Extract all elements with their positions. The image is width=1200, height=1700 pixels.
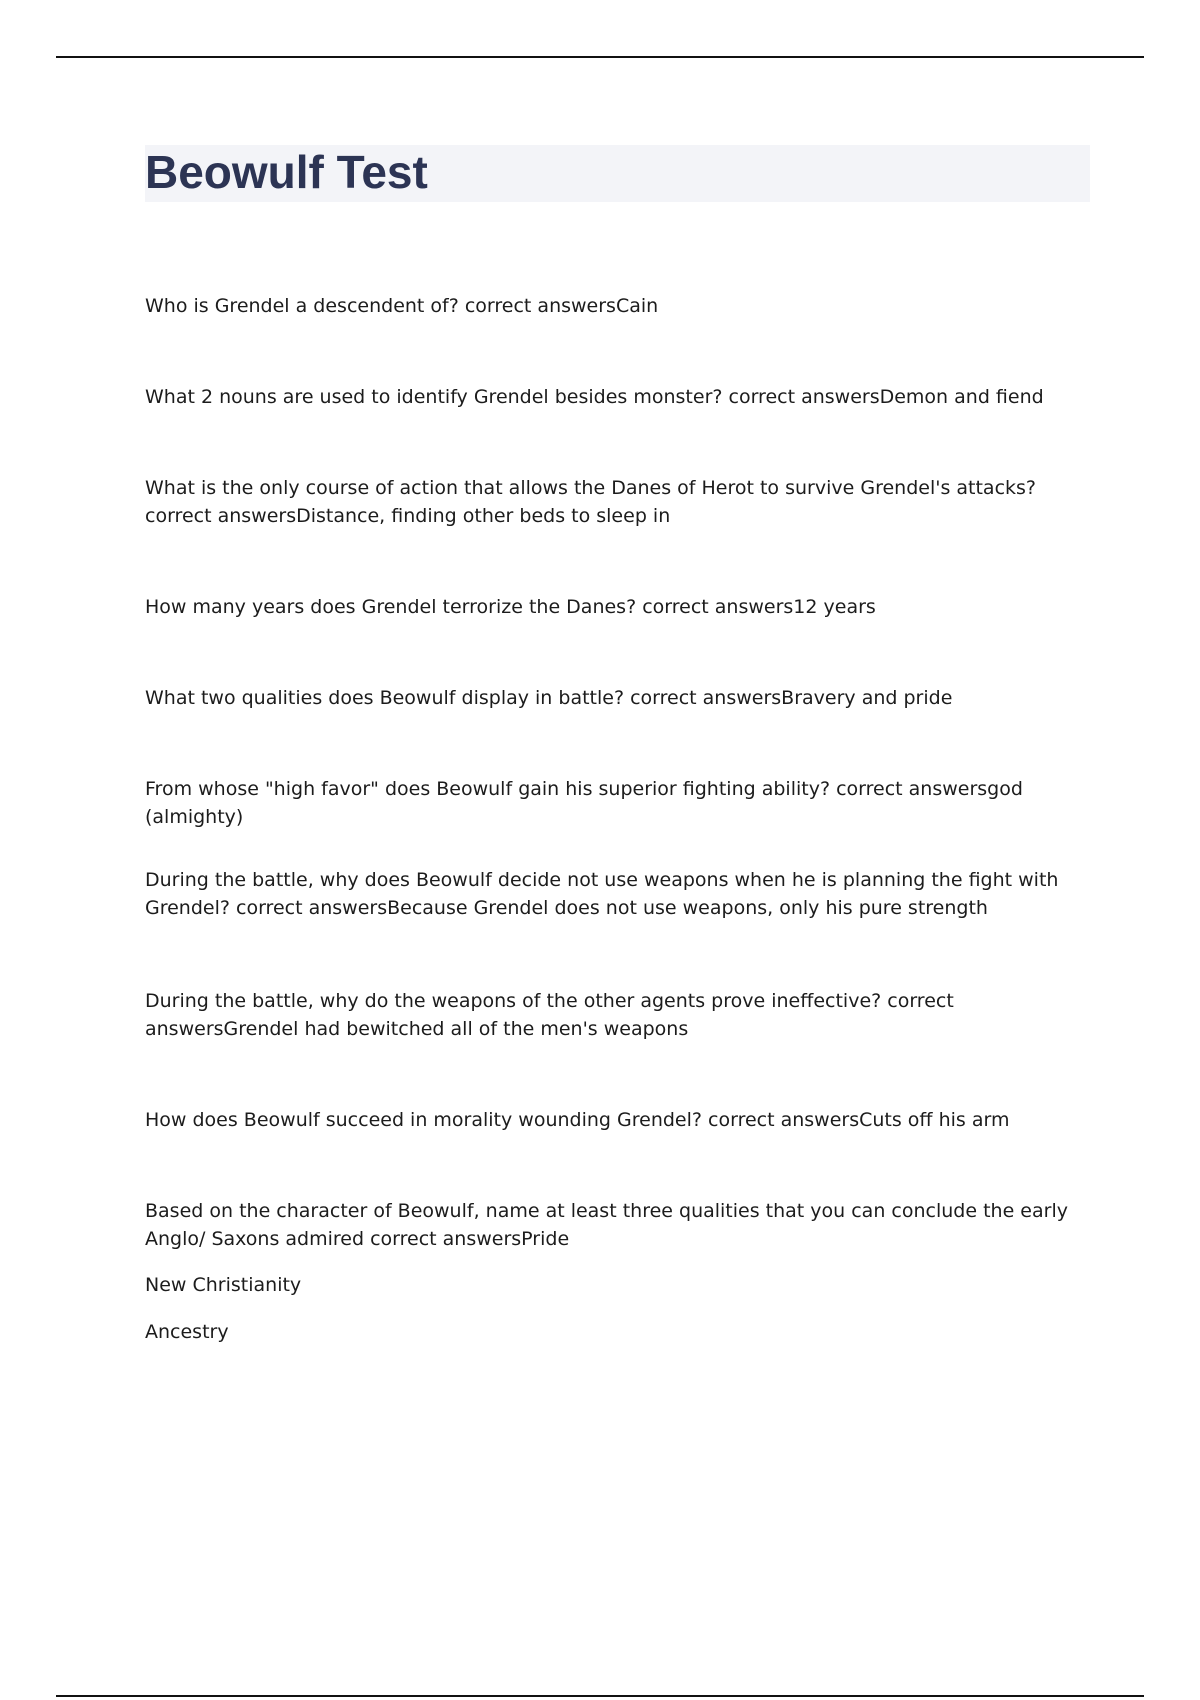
document-title: Beowulf Test: [145, 146, 428, 198]
bottom-rule: [56, 1695, 1144, 1697]
qa-item-4: How many years does Grendel terrorize the Danes? correct answers12 years: [145, 596, 876, 618]
answer-line-new-christianity: New Christianity: [145, 1274, 302, 1296]
qa-item-2: What 2 nouns are used to identify Grendel besides monster? correct answersDemon and fiend: [145, 386, 1044, 408]
qa-item-3: What is the only course of action that allows the Danes of Herot to survive Grendel's attacks? correct answersDistance, finding other beds to sleep in: [145, 477, 1037, 527]
answer-line-ancestry: Ancestry: [145, 1321, 229, 1343]
qa-item-7: During the battle, why does Beowulf decide not use weapons when he is planning the fight with Grendel? correct answersBecause Grendel does not use weapons, only his pure strength: [145, 869, 1059, 919]
qa-item-8: During the battle, why do the weapons of the other agents prove ineffective? correct answersGrendel had bewitched all of the men's weapons: [145, 990, 954, 1040]
qa-item-9: How does Beowulf succeed in morality wounding Grendel? correct answersCuts off his arm: [145, 1109, 1010, 1131]
qa-item-1: Who is Grendel a descendent of? correct answersCain: [145, 295, 659, 317]
qa-item-10: Based on the character of Beowulf, name at least three qualities that you can conclude the early Anglo/ Saxons admired correct answersPride: [145, 1200, 1068, 1250]
qa-item-5: What two qualities does Beowulf display in battle? correct answersBravery and pride: [145, 687, 953, 709]
qa-item-6: From whose "high favor" does Beowulf gain his superior fighting ability? correct answersgod (almighty): [145, 778, 1023, 828]
top-rule: [56, 56, 1144, 58]
